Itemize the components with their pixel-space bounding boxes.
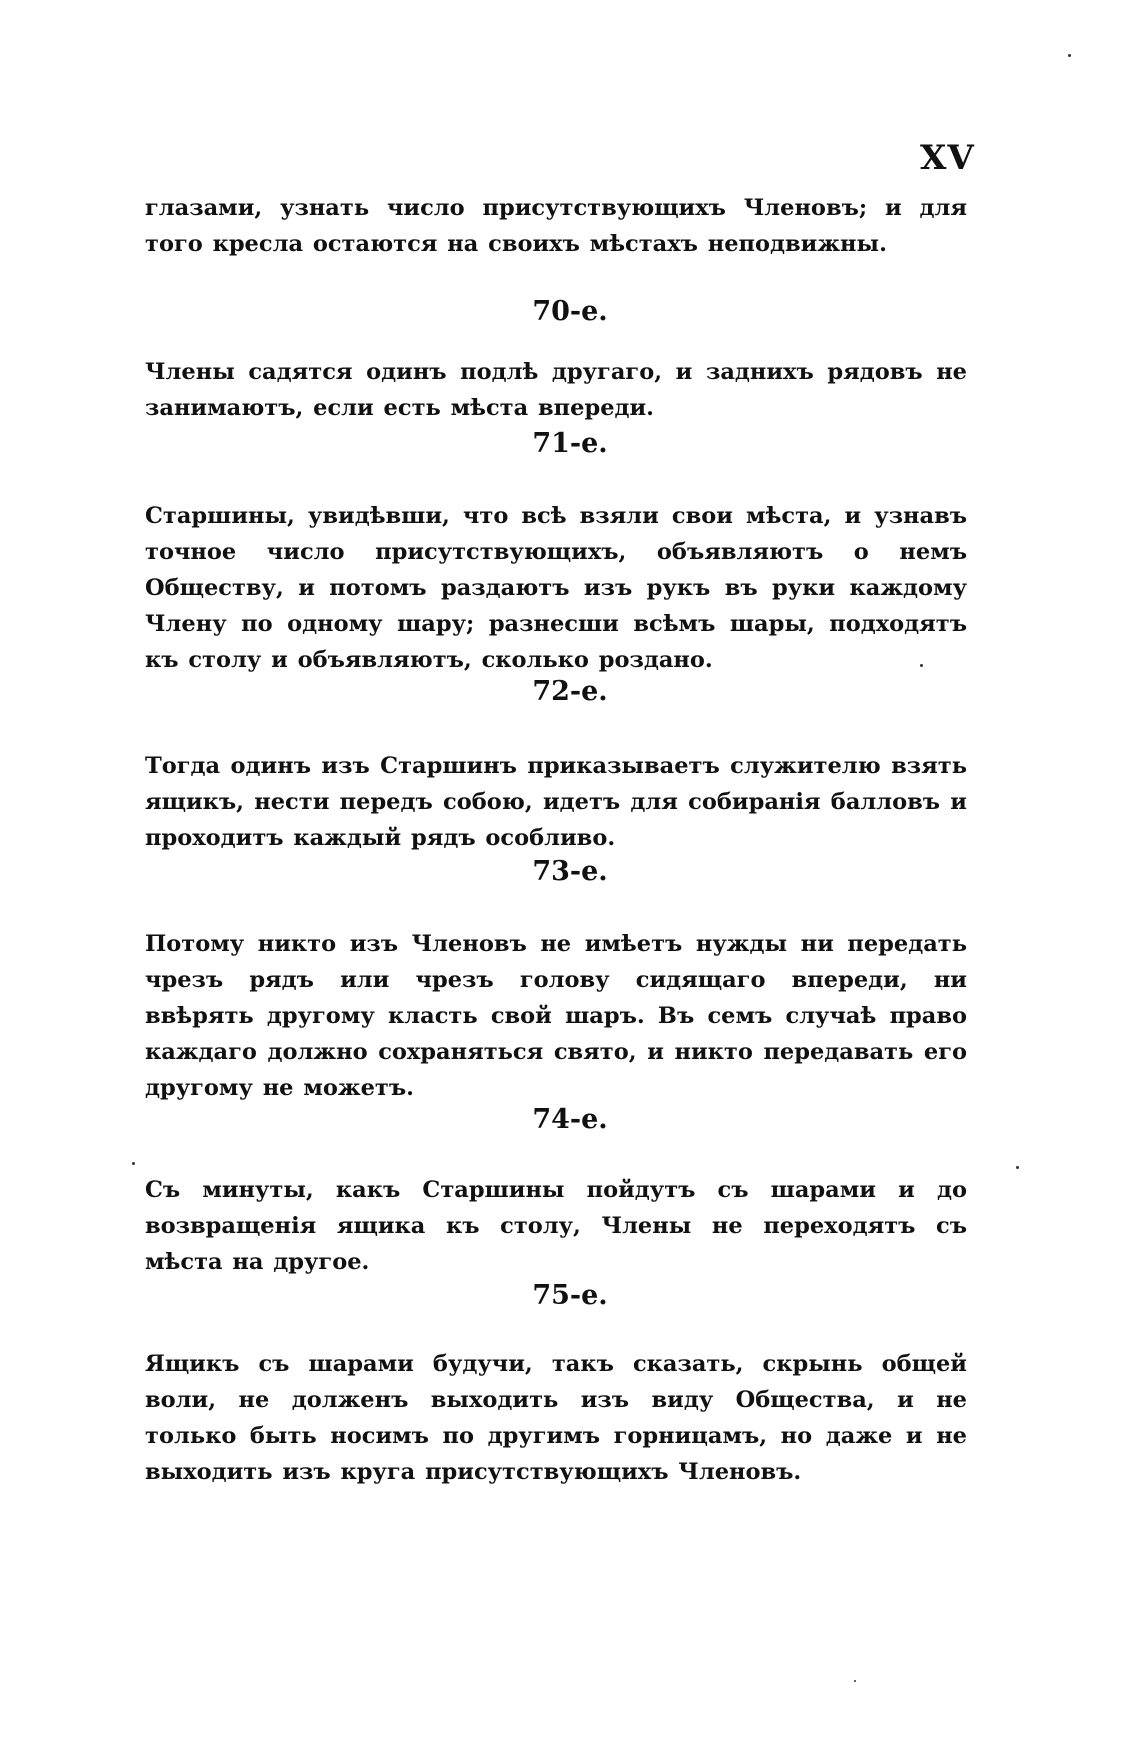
paragraph-70: Члены садятся одинъ подлѣ другаго, и заднихъ рядовъ не занимаютъ, если есть мѣста впереди. xyxy=(145,359,967,421)
paragraph-69-continuation: глазами, узнать число присутствующихъ Членовъ; и для того кресла остаются на своихъ мѣстахъ неподвижны. xyxy=(145,195,967,257)
print-speck xyxy=(854,1680,856,1682)
section-heading-73: 73-е. xyxy=(532,856,608,887)
paragraph-74: Съ минуты, какъ Старшины пойдутъ съ шарами и до возвращенія ящика къ столу, Члены не переходятъ съ мѣста на другое. xyxy=(145,1177,967,1275)
paragraph-73: Потому никто изъ Членовъ не имѣетъ нужды ни передать чрезъ рядъ или чрезъ голову сидящаго впереди, ни ввѣрять другому класть свой шаръ. Въ семъ случаѣ право каждаго должно сохраняться свято, и никто передавать его другому не можетъ. xyxy=(145,931,967,1101)
print-speck xyxy=(920,664,923,667)
paragraph-71: Старшины, увидѣвши, что всѣ взяли свои мѣста, и узнавъ точное число присутствующихъ, объявляютъ о немъ Обществу, и потомъ раздаютъ изъ рукъ въ руки каждому Члену по одному шару; разнесши всѣмъ шары, подходятъ къ столу и объявляютъ, сколько роздано. xyxy=(145,503,967,673)
paragraph-72: Тогда одинъ изъ Старшинъ приказываетъ служителю взять ящикъ, нести передъ собою, идетъ для собиранія балловъ и проходитъ каждый рядъ особливо. xyxy=(145,753,967,851)
section-heading-72: 72-е. xyxy=(532,676,608,707)
section-heading-71: 71-е. xyxy=(532,428,608,459)
print-speck xyxy=(132,1162,135,1165)
section-heading-74: 74-е. xyxy=(532,1104,608,1135)
print-speck xyxy=(1068,54,1071,57)
paragraph-75: Ящикъ съ шарами будучи, такъ сказать, скрынь общей воли, не долженъ выходить изъ виду Общества, и не только быть носимъ по другимъ горницамъ, но даже и не выходить изъ круга присутствующихъ Членовъ. xyxy=(145,1351,967,1485)
page-number: XV xyxy=(920,138,975,178)
print-speck xyxy=(1016,1166,1019,1169)
section-heading-75: 75-е. xyxy=(532,1280,608,1311)
section-heading-70: 70-е. xyxy=(532,296,608,327)
